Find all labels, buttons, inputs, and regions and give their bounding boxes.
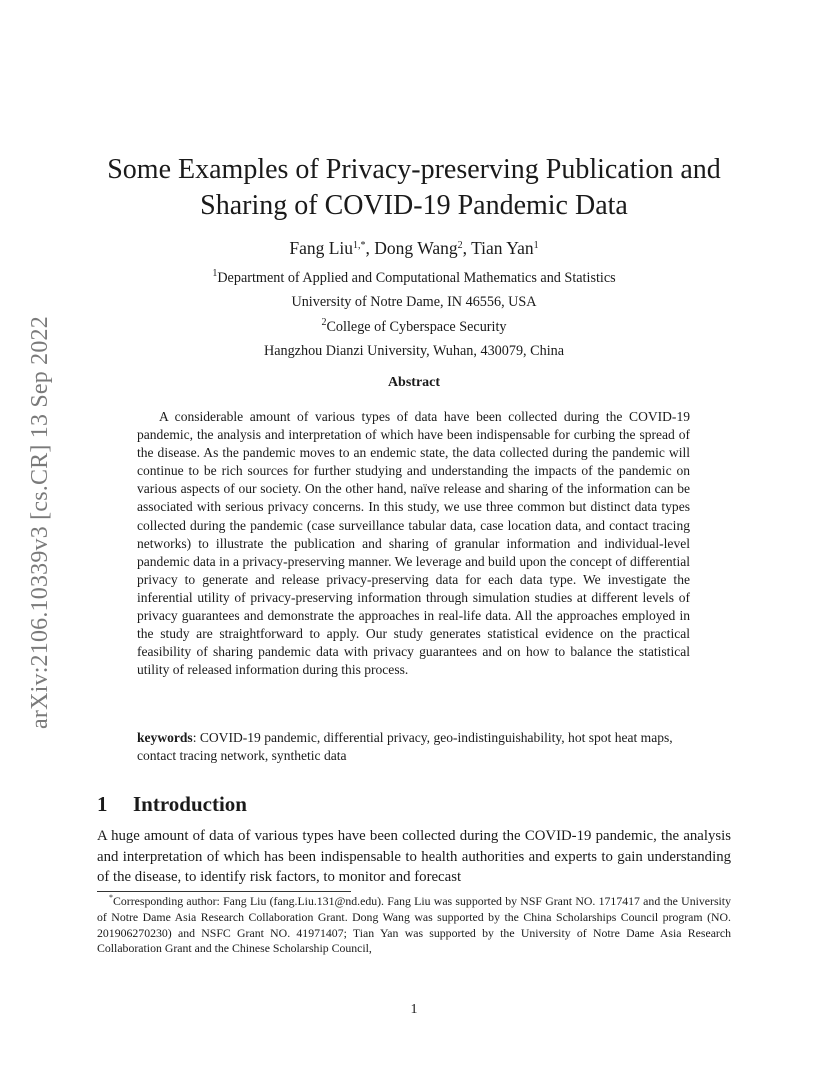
- author-superscript: 1,*: [353, 240, 366, 251]
- author-list: [90, 238, 738, 259]
- affiliation-1: [90, 266, 738, 290]
- author-name: Fang Liu: [289, 238, 354, 258]
- author-separator: ,: [365, 238, 375, 258]
- affiliation-superscript: 1: [212, 268, 218, 279]
- affiliation-2-address: Hangzhou Dianzi University, Wuhan, 430079, China: [263, 342, 565, 359]
- affiliation-2: [90, 315, 738, 339]
- keywords-list: : COVID-19 pandemic, differential privacy, geo-indistinguishability, hot spot heat maps, contact tracing network, synthetic data: [137, 730, 673, 764]
- footnote-rule: [97, 891, 351, 892]
- author-name: Dong Wang: [374, 238, 458, 258]
- affiliation-1-address: University of Notre Dame, IN 46556, USA: [291, 294, 537, 311]
- affiliation-superscript: 2: [321, 316, 327, 328]
- paper-title: Some Examples of Privacy-preserving Publication and Sharing of COVID-19 Pandemic Data: [107, 154, 721, 221]
- keywords-paragraph: [137, 729, 690, 765]
- arxiv-identifier: arXiv:2106.10339v3 [cs.CR] 13 Sep 2022: [26, 316, 53, 729]
- author-name: Tian Yan: [471, 238, 534, 258]
- page-number: 1: [410, 1002, 418, 1017]
- affiliation-department: Department of Applied and Computational Mathematics and Statistics: [217, 270, 616, 286]
- abstract-text: A considerable amount of various types of data have been collected during the COVID-19 pandemic, the analysis and interpretation of which have been indispensable for curbing the spread of the disease. As the pandemic moves to an endemic state, the data collected during the pandemic will continue to be rich sources for further studying and understanding the impacts of the pandemic on various aspects of our society. On the other hand, naïve release and sharing of the information can be associated with serious privacy concerns. In this study, we use three common but distinct data types collected during the pandemic (case surveillance tabular data, case location data, and contact tracing networks) to illustrate the publication and sharing of granular information and individual-level pandemic data in a privacy-preserving manner. We leverage and build upon the concept of differential privacy to generate and release privacy-preserving data for each data type. We investigate the inferential utility of privacy-preserving information through simulation studies at different levels of privacy guarantees and demonstrate the approaches in real-life data. All the approaches employed in the study are straightforward to apply. Our study generates statistical evidence on the practical feasibility of sharing pandemic data with privacy guarantees and on how to balance the statistical utility of released information during this process.: [137, 409, 690, 678]
- author-superscript: 2: [457, 240, 463, 251]
- footnote-text: Corresponding author: Fang Liu (fang.Liu.131@nd.edu). Fang Liu was supported by NSF Grant NO. 1717417 and the University of Notre Dame Asia Research Collaboration Grant. Dong Wang was supported by the China Scholarships Council program (NO. 201906270230) and NSFC Grant NO. 41971407; Tian Yan was supported by the University of Notre Dame Asia Research Collaboration Grant and the Chinese Scholarship Council,: [97, 894, 731, 956]
- footnote-mark: *: [109, 893, 113, 903]
- author-separator: ,: [462, 238, 472, 258]
- affiliations: [90, 266, 738, 363]
- section-heading: [97, 792, 247, 817]
- section-number: 1: [97, 792, 108, 816]
- intro-paragraph: A huge amount of data of various types have been collected during the COVID-19 pandemic, the analysis and interpretation of which has been indispensable to health authorities and experts to gain understanding of the disease, to identify risk factors, to monitor and forecast: [97, 828, 731, 885]
- author-superscript: 1: [533, 240, 539, 251]
- abstract-heading: Abstract: [387, 375, 441, 390]
- section-title: Introduction: [133, 792, 247, 816]
- footnote: [97, 894, 731, 957]
- arxiv-sidebar: [20, 285, 60, 760]
- affiliation-department: College of Cyberspace Security: [326, 318, 507, 335]
- keywords-label: keywords: [137, 730, 193, 745]
